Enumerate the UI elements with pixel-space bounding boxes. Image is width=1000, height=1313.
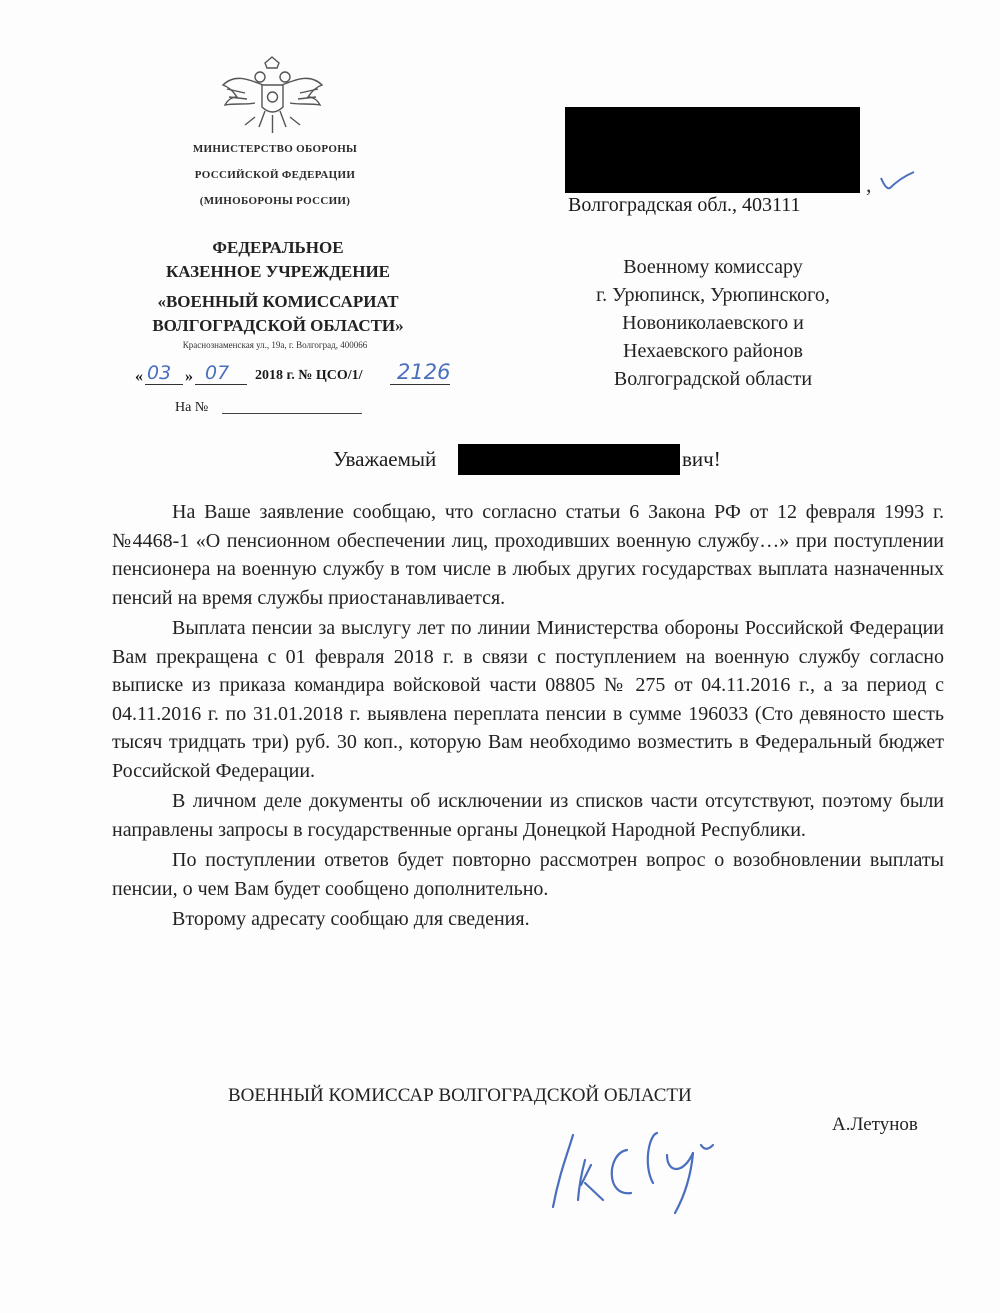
salutation-prefix: Уважаемый bbox=[333, 447, 437, 471]
org-line-2: КАЗЕННОЕ УЧРЕЖДЕНИЕ bbox=[165, 262, 391, 281]
org-line-1: ФЕДЕРАЛЬНОЕ bbox=[212, 238, 344, 257]
org-address: Краснознаменская ул., 19а, г. Волгоград, 400066 bbox=[182, 340, 368, 350]
ref-underline bbox=[390, 384, 450, 385]
body-paragraph-5: Второму адресату сообщаю для сведения. bbox=[172, 908, 530, 930]
signatory-title: ВОЕННЫЙ КОМИССАР ВОЛГОГРАДСКОЙ ОБЛАСТИ bbox=[228, 1085, 692, 1106]
second-recipient-line-2: г. Урюпинск, Урюпинского, bbox=[596, 284, 830, 306]
eagle-emblem-icon bbox=[215, 55, 330, 140]
day-underline bbox=[145, 384, 183, 385]
redaction-recipient bbox=[565, 107, 860, 193]
ministry-line-1: МИНИСТЕРСТВО ОБОРОНЫ bbox=[192, 143, 358, 155]
checkmark-icon bbox=[878, 170, 918, 192]
comma-mark: , bbox=[866, 172, 872, 197]
on-number-underline bbox=[222, 413, 362, 414]
body-paragraph-3: В личном деле документы об исключении из списков части отсутствуют, поэтому были направлены запросы в государственные органы Донецкой Народной Республики. bbox=[112, 790, 944, 841]
recipient-region: Волгоградская обл., 403111 bbox=[568, 194, 801, 216]
ministry-line-3: (МИНОБОРОНЫ РОССИИ) bbox=[199, 195, 351, 207]
body-paragraph-4: По поступлении ответов будет повторно рассмотрен вопрос о возобновлении выплаты пенсии, о чем Вам будет сообщено дополнительно. bbox=[112, 849, 944, 900]
org-line-4: ВОЛГОГРАДСКОЙ ОБЛАСТИ» bbox=[152, 316, 404, 335]
org-line-3: «ВОЕННЫЙ КОМИССАРИАТ bbox=[157, 292, 399, 311]
salutation-suffix: вич! bbox=[682, 447, 721, 471]
ref-number: 2126 bbox=[397, 360, 451, 384]
year-number-label: 2018 г. № ЦСО/1/ bbox=[255, 368, 363, 383]
date-month: 07 bbox=[205, 362, 230, 384]
month-underline bbox=[195, 384, 247, 385]
body-paragraph-1: На Ваше заявление сообщаю, что согласно статьи 6 Закона РФ от 12 февраля 1993 г. №4468-1 «О пенсионном обеспечении лиц, проходивших военную службу…» при поступлении пенсионера на военную службу в том числе в любых других государствах выплата назначенных пенсий на время службы приостанавливается. bbox=[112, 501, 944, 609]
redaction-name bbox=[458, 444, 680, 475]
quote-open: « bbox=[135, 368, 143, 385]
second-recipient-line-5: Волгоградской области bbox=[613, 368, 813, 390]
ministry-line-2: РОССИЙСКОЙ ФЕДЕРАЦИИ bbox=[194, 169, 356, 181]
handwritten-signature bbox=[545, 1125, 745, 1215]
letter-body bbox=[112, 498, 944, 934]
second-recipient-line-4: Нехаевского районов bbox=[623, 340, 803, 362]
date-day: 03 bbox=[147, 362, 172, 384]
signatory-name: А.Летунов bbox=[832, 1114, 918, 1135]
on-number-label: На № bbox=[175, 400, 209, 415]
second-recipient-line-3: Новониколаевского и bbox=[622, 312, 804, 334]
quote-close: » bbox=[185, 368, 193, 385]
second-recipient-line-1: Военному комиссару bbox=[623, 256, 803, 278]
date-number-line bbox=[135, 362, 465, 392]
body-paragraph-2: Выплата пенсии за выслугу лет по линии Министерства обороны Российской Федерации Вам прекращена с 01 февраля 2018 г. в связи с поступлением на военную службу согласно выписке из приказа командира войсковой части 08805 № 275 от 04.11.2016 г., а за период с 04.11.2016 г. по 31.01.2018 г. выявлена переплата пенсии в сумме 196033 (Сто девяносто шесть тысяч тридцать три) руб. 30 коп., которую Вам необходимо возместить в Федеральный бюджет Российской Федерации. bbox=[112, 617, 944, 782]
